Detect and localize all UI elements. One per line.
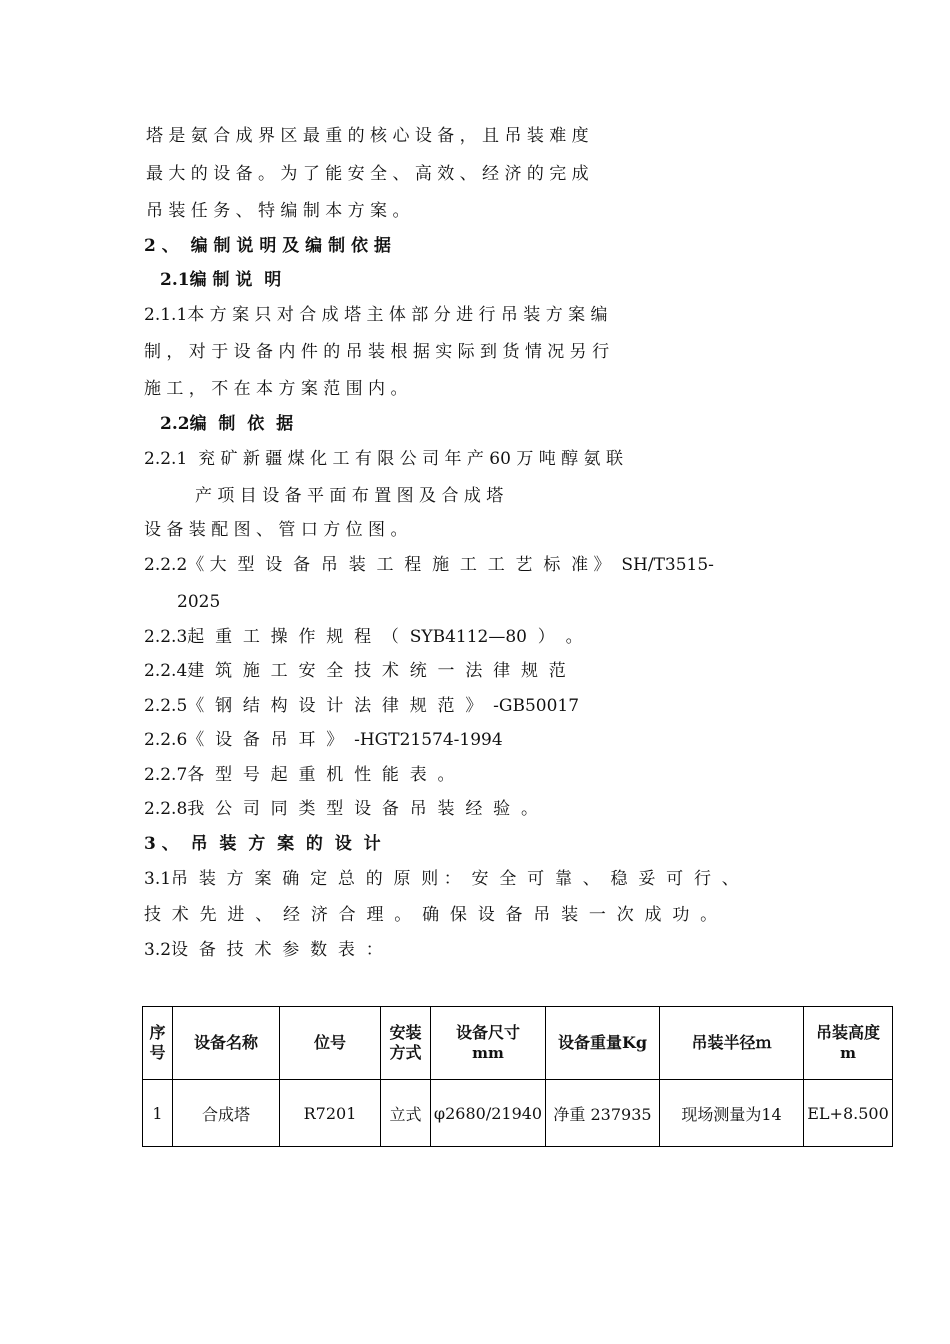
cell-equipment-size: φ2680/21940 — [431, 1080, 546, 1147]
header-equipment-weight: 设备重量Kg — [546, 1007, 660, 1080]
paragraph-line: 2.2.4建 筑 施 工 安 全 技 术 统 一 法 律 规 范 — [144, 661, 566, 681]
section-heading-3: 3 、 吊 装 方 案 的 设 计 — [144, 834, 381, 854]
paragraph-line: 施 工 ， 不 在 本 方 案 范 围 内 。 — [144, 379, 408, 399]
subsection-heading-2-2: 2.2编 制 依 据 — [160, 414, 294, 434]
cell-tag-number: R7201 — [280, 1080, 381, 1147]
cell-equipment-name: 合成塔 — [173, 1080, 280, 1147]
header-tag-number: 位号 — [280, 1007, 381, 1080]
section-heading-2: 2 、 编 制 说 明 及 编 制 依 据 — [144, 236, 391, 256]
header-height-unit: m — [840, 1044, 856, 1062]
paragraph-line: 塔 是 氨 合 成 界 区 最 重 的 核 心 设 备 ， 且 吊 装 难 度 — [146, 126, 589, 146]
paragraph-line: 产 项 目 设 备 平 面 布 置 图 及 合 成 塔 — [195, 486, 504, 506]
paragraph-line: 3.2设 备 技 术 参 数 表 ： — [144, 940, 383, 960]
paragraph-line: 吊 装 任 务 、 特 编 制 本 方 案 。 — [146, 201, 410, 221]
header-equipment-name: 设备名称 — [173, 1007, 280, 1080]
paragraph-line: 2.1.1本 方 案 只 对 合 成 塔 主 体 部 分 进 行 吊 装 方 案 编 — [144, 305, 608, 325]
paragraph-line: 技 术 先 进 、 经 济 合 理 。 确 保 设 备 吊 装 一 次 成 功 。 — [144, 905, 718, 925]
equipment-parameter-table — [142, 1006, 893, 1147]
paragraph-line: 2.2.8我 公 司 同 类 型 设 备 吊 装 经 验 。 — [144, 799, 538, 819]
cell-index: 1 — [143, 1080, 173, 1147]
cell-equipment-weight: 净重 237935 — [546, 1080, 660, 1147]
paragraph-line: 设 备 装 配 图 、 管 口 方 位 图 。 — [144, 520, 408, 540]
paragraph-line: 制 ， 对 于 设 备 内 件 的 吊 装 根 据 实 际 到 货 情 况 另 行 — [144, 342, 610, 362]
header-lifting-height-label: 吊装高度 — [815, 1023, 880, 1042]
cell-lifting-height: EL+8.500 — [804, 1080, 893, 1147]
header-equipment-size-label: 设备尺寸 — [455, 1023, 520, 1042]
paragraph-line: 2.2.2《 大 型 设 备 吊 装 工 程 施 工 工 艺 标 准 》 SH/T3515- — [144, 555, 714, 575]
paragraph-line: 2.2.7各 型 号 起 重 机 性 能 表 。 — [144, 765, 455, 785]
paragraph-line: 3.1吊 装 方 案 确 定 总 的 原 则 ： 安 全 可 靠 、 稳 妥 可 行 、 — [144, 869, 739, 889]
table-row — [143, 1080, 893, 1147]
cell-install-mode: 立式 — [381, 1080, 431, 1147]
cell-lifting-radius: 现场测量为14 — [660, 1080, 804, 1147]
header-size-unit: mm — [472, 1044, 504, 1062]
header-equipment-size — [431, 1007, 546, 1080]
table-header-row — [143, 1007, 893, 1080]
header-lifting-height — [804, 1007, 893, 1080]
paragraph-line: 2.2.5《 钢 结 构 设 计 法 律 规 范 》 -GB50017 — [144, 696, 580, 716]
paragraph-line: 2.2.3起 重 工 操 作 规 程 （ SYB4112—80 ） 。 — [144, 627, 583, 647]
header-index: 序号 — [143, 1007, 173, 1080]
paragraph-line: 2.2.6《 设 备 吊 耳 》 -HGT21574-1994 — [144, 730, 503, 750]
header-install-mode: 安装方式 — [381, 1007, 431, 1080]
paragraph-line: 2025 — [177, 592, 221, 612]
header-lifting-radius: 吊装半径ｍ — [660, 1007, 804, 1080]
paragraph-line: 2.2.1 兖 矿 新 疆 煤 化 工 有 限 公 司 年 产 60 万 吨 醇 氨 联 — [144, 449, 623, 469]
subsection-heading-2-1: 2.1编 制 说 明 — [160, 270, 282, 290]
paragraph-line: 最 大 的 设 备 。 为 了 能 安 全 、 高 效 、 经 济 的 完 成 — [146, 164, 589, 184]
